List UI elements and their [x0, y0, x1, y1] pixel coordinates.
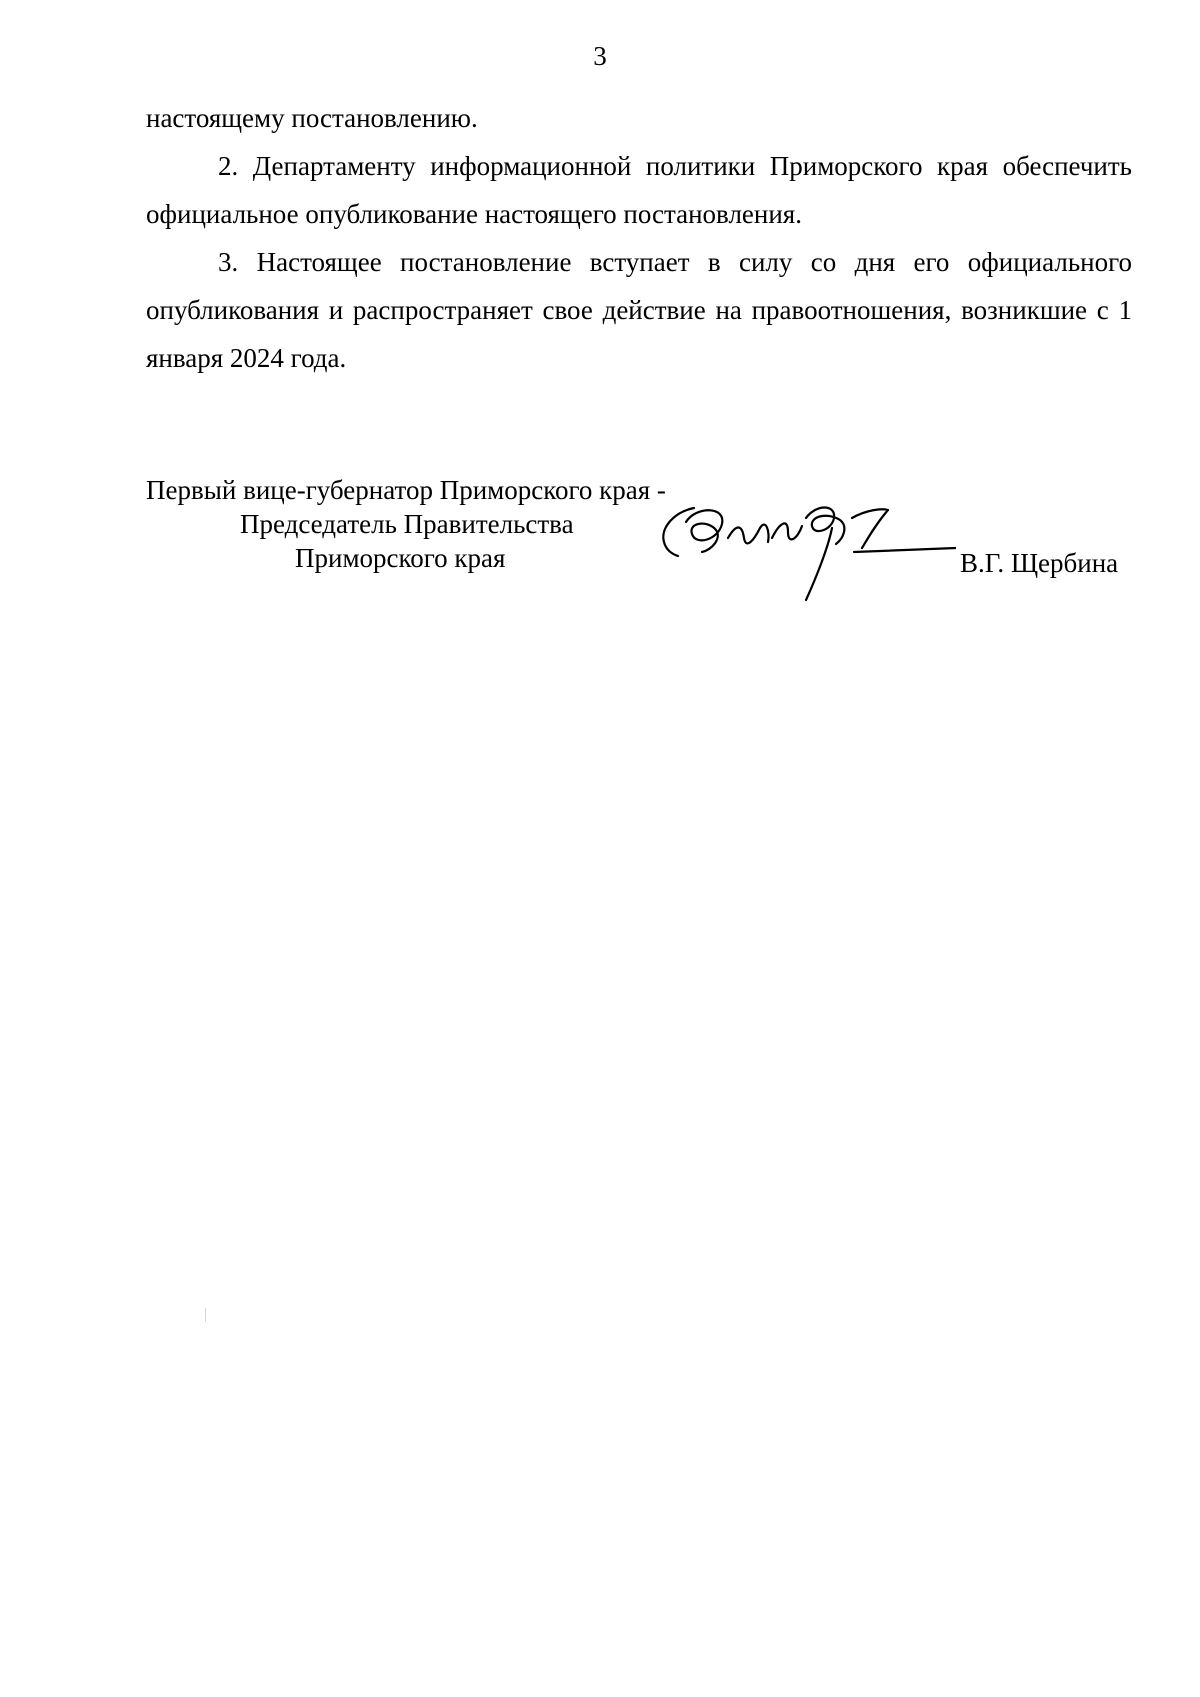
- page-number: 3: [593, 41, 607, 71]
- paragraph-continuation: настоящему постановлению.: [146, 103, 478, 133]
- position-line-3: Приморского края: [295, 543, 506, 573]
- scan-speck: [205, 1308, 206, 1322]
- position-line-1: Первый вице-губернатор Приморского края -: [146, 475, 666, 505]
- paragraph-item-3: 3. Настоящее постановление вступает в силу со дня его официального опубликования и распространяет свое действие на правоотношения, возникшие с 1 января 2024 года.: [146, 247, 1132, 373]
- paragraph-item-2: 2. Департаменту информационной политики Приморского края обеспечить официальное опубликование настоящего постановления.: [146, 151, 1132, 229]
- signer-name: В.Г. Щербина: [960, 548, 1119, 578]
- handwritten-signature: [656, 498, 956, 610]
- signatory-position: [146, 473, 706, 575]
- document-body: [146, 94, 1132, 382]
- position-line-2: Председатель Правительства: [240, 509, 574, 539]
